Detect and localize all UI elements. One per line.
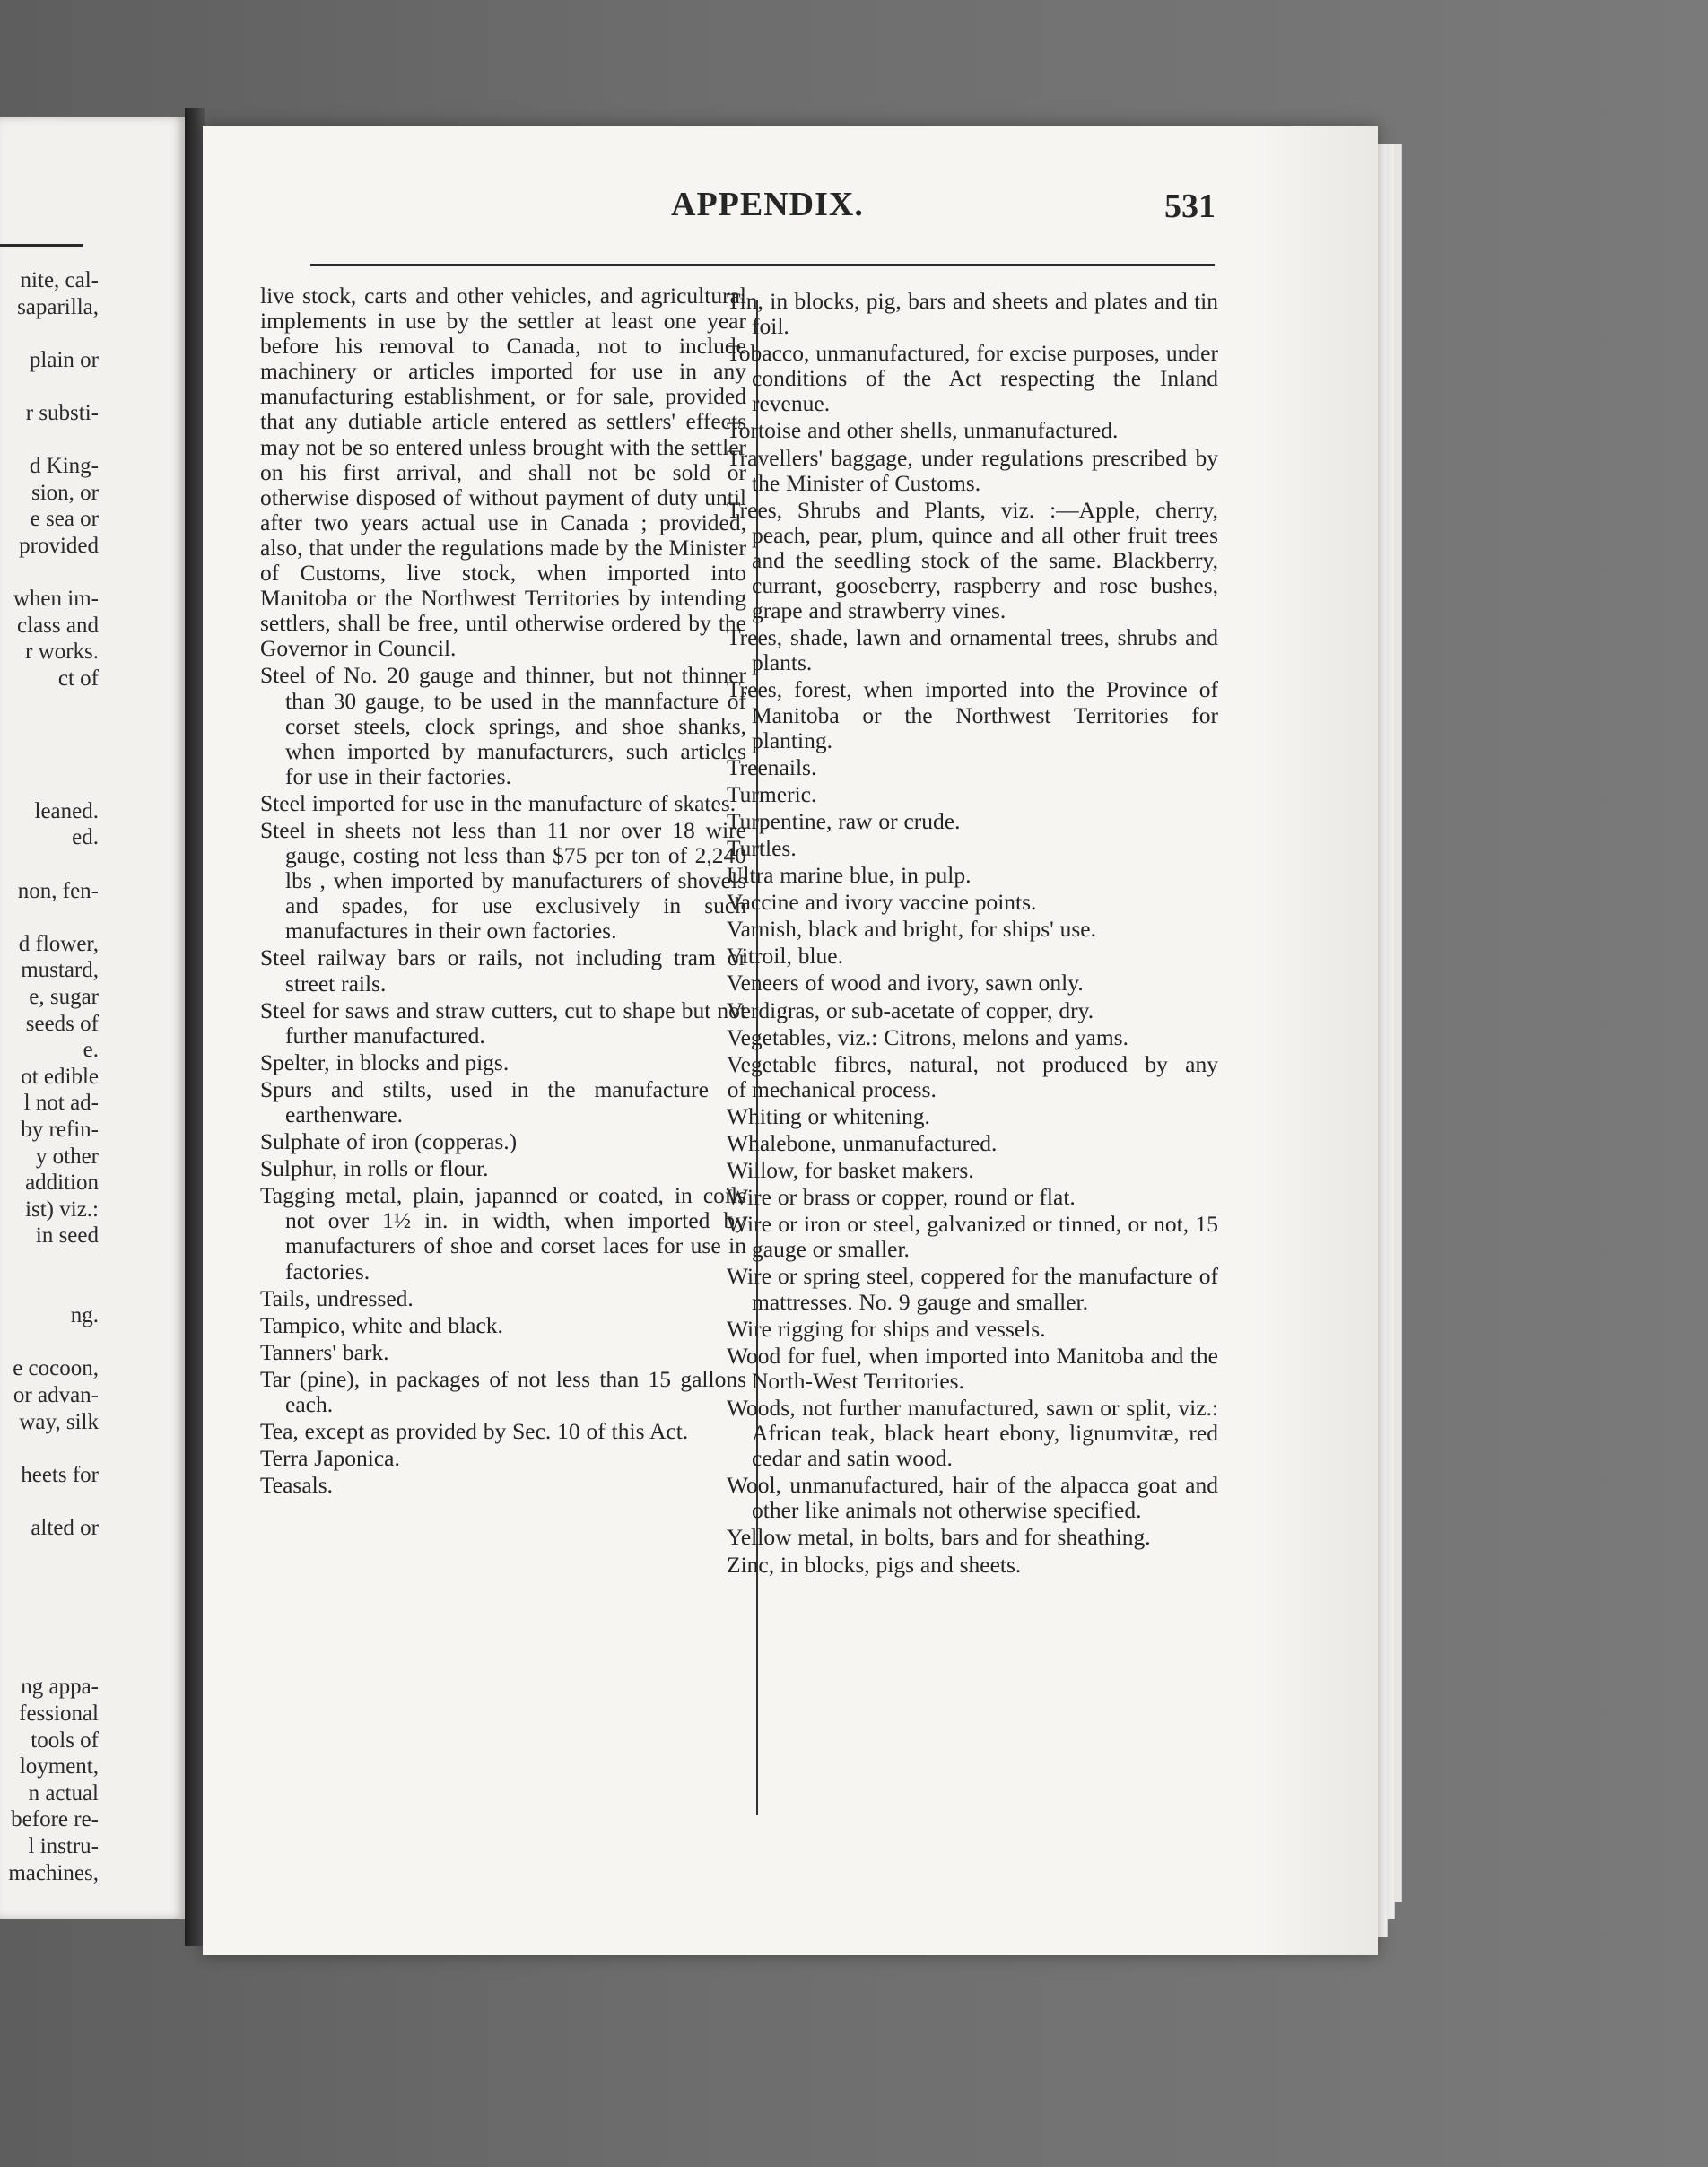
- tariff-entry: Verdigras, or sub-acetate of copper, dry.: [727, 996, 1094, 1023]
- tariff-entry: Varnish, black and bright, for ships' use.: [727, 916, 1096, 943]
- tariff-entry: Ultra marine blue, in pulp.: [727, 862, 972, 889]
- tariff-entry: Trees, shade, lawn and ornamental trees, shrubs and plants.: [727, 624, 1218, 676]
- tariff-entry: Steel railway bars or rails, not including tram or street rails.: [260, 944, 746, 996]
- tariff-entry: Wire or iron or steel, galvanized or tinned, or not, 15 gauge or smaller.: [727, 1211, 1218, 1263]
- fragment-line: [0, 427, 99, 454]
- fragment-line: [0, 1595, 99, 1622]
- tariff-entry: Steel of No. 20 gauge and thinner, but not thinner than 30 gauge, to be used in the mannfacture of corset steels, clock springs, and shoe shanks, when imported by manufacturers, such articles for use in their factories.: [260, 662, 746, 789]
- tariff-entry: Steel for saws and straw cutters, cut to shape but not further manufactured.: [260, 996, 746, 1049]
- page-edge: [1394, 144, 1402, 1902]
- tariff-entry: Tanners' bark.: [260, 1338, 389, 1365]
- tariff-entry: Tobacco, unmanufactured, for excise purposes, under conditions of the Act respecting the Inland revenue.: [727, 340, 1218, 417]
- fragment-line: [0, 718, 99, 745]
- page-number: 531: [1164, 187, 1216, 225]
- fragment-line: non, fen-: [17, 878, 99, 903]
- tariff-entry: Woods, not further manufactured, sawn or split, viz.: African teak, black heart ebony, lignumvitæ, red cedar and satin wood.: [727, 1394, 1218, 1472]
- tariff-entry: live stock, carts and other vehicles, and agricultural implements in use by the settler at least one year before his removal to Canada, not to include machinery or articles imported for use in any manufacturing establishment, or for sale, provided that any dutiable article entered as settlers' effects may not be so entered unless brought with the settler on his first arrival, and shall not be sold or otherwise disposed of without payment of duty until after two years actual use in Canada ; provided, also, that under the regulations made by the Minister of Customs, live stock, when imported into Manitoba or the Northwest Territories by intending settlers, shall be free, until otherwise ordered by the Governor in Council.: [260, 283, 747, 662]
- tariff-entry: Tin, in blocks, pig, bars and sheets and plates and tin foil.: [727, 288, 1218, 340]
- tariff-entry: Willow, for basket makers.: [727, 1157, 974, 1184]
- fragment-line: ot edible: [21, 1064, 99, 1089]
- tariff-entry: Tampico, white and black.: [260, 1311, 503, 1338]
- fragment-line: [0, 692, 99, 719]
- fragment-line: mustard,: [21, 958, 99, 983]
- left-column: [260, 283, 746, 1500]
- tariff-entry: Wood for fuel, when imported into Manitoba and the North-West Territories.: [727, 1342, 1218, 1394]
- fragment-line: [0, 745, 99, 772]
- fragment-line: ng.: [70, 1303, 99, 1328]
- fragment-line: [0, 560, 99, 587]
- fragment-line: loyment,: [19, 1754, 99, 1780]
- fragment-line: ng appa-: [21, 1675, 99, 1700]
- tariff-entry: Turtles.: [727, 834, 797, 861]
- fragment-line: or advan-: [13, 1382, 99, 1407]
- tariff-entry: Wire rigging for ships and vessels.: [727, 1315, 1046, 1342]
- fragment-line: ed.: [72, 825, 99, 850]
- tariff-entry: Vegetable fibres, natural, not produced by any mechanical process.: [727, 1050, 1218, 1102]
- fragment-line: ct of: [57, 666, 99, 691]
- fragment-line: e.: [83, 1038, 99, 1063]
- fragment-line: heets for: [21, 1462, 99, 1487]
- fragment-line: tools of: [30, 1728, 99, 1753]
- previous-page-fragment: [0, 117, 185, 1919]
- fragment-line: [0, 1435, 99, 1462]
- tariff-entry: Turpentine, raw or crude.: [727, 807, 961, 834]
- fragment-line: d flower,: [18, 931, 99, 956]
- tariff-entry: Terra Japonica.: [260, 1445, 400, 1472]
- tariff-entry: Trees, forest, when imported into the Province of Manitoba or the Northwest Territories for planting.: [727, 676, 1218, 753]
- tariff-entry: Treenails.: [727, 753, 817, 780]
- fragment-line: fessional: [19, 1701, 99, 1727]
- fragment-line: [0, 1621, 99, 1648]
- fragment-line: nite, cal-: [20, 268, 99, 292]
- tariff-entry: Trees, Shrubs and Plants, viz. :—Apple, cherry, peach, pear, plum, quince and all other fruit trees and the seedling stock of the same. Blackberry, currant, gooseberry, raspberry and rose bushes, grape and strawberry vines.: [727, 496, 1218, 624]
- tariff-entry: Whiting or whitening.: [727, 1102, 930, 1129]
- fragment-line: l instru-: [28, 1834, 99, 1859]
- fragment-line: before re-: [11, 1807, 99, 1832]
- fragment-line: [0, 1568, 99, 1595]
- running-title: APPENDIX.: [671, 186, 864, 223]
- tariff-entry: Vaccine and ivory vaccine points.: [727, 889, 1037, 916]
- tariff-entry: Spelter, in blocks and pigs.: [260, 1049, 510, 1075]
- fragment-line: by refin-: [21, 1118, 99, 1142]
- fragment-line: l not ad-: [23, 1091, 99, 1116]
- tariff-entry: Travellers' baggage, under regulations prescribed by the Minister of Customs.: [727, 444, 1218, 496]
- right-column: [727, 289, 1218, 1580]
- fragment-line: [0, 1249, 99, 1276]
- fragment-line: plain or: [29, 347, 99, 372]
- tariff-entry: Sulphate of iron (copperas.): [260, 1128, 518, 1155]
- tariff-entry: Tar (pine), in packages of not less than 15 gallons each.: [260, 1365, 746, 1418]
- fragment-line: seeds of: [25, 1011, 99, 1036]
- tariff-entry: Tails, undressed.: [260, 1284, 414, 1311]
- tariff-entry: Tea, except as provided by Sec. 10 of this Act.: [260, 1418, 689, 1445]
- fragment-line: class and: [17, 613, 99, 638]
- tariff-entry: Tortoise and other shells, unmanufactured.: [727, 417, 1119, 444]
- fragment-line: [0, 1648, 99, 1675]
- tariff-entry: Steel imported for use in the manufacture of skates.: [260, 789, 736, 816]
- tariff-entry: Spurs and stilts, used in the manufacture of earthenware.: [260, 1075, 746, 1127]
- tariff-entry: Sulphur, in rolls or flour.: [260, 1155, 489, 1182]
- fragment-line: r substi-: [25, 400, 99, 425]
- fragment-line: leaned.: [34, 798, 99, 823]
- fragment-line: e cocoon,: [13, 1356, 99, 1381]
- fragment-line: [0, 851, 99, 878]
- fragment-line: sion, or: [31, 480, 99, 505]
- fragment-line: [0, 373, 99, 400]
- fragment-line: e, sugar: [29, 985, 99, 1010]
- fragment-line: d King-: [29, 454, 99, 479]
- tariff-entry: Whalebone, unmanufactured.: [727, 1130, 998, 1156]
- previous-page-text: [0, 267, 99, 1886]
- fragment-line: [0, 1488, 99, 1515]
- fragment-line: n actual: [28, 1780, 99, 1806]
- fragment-line: r works.: [25, 640, 99, 665]
- tariff-entry: Vitroil, blue.: [727, 943, 843, 970]
- tariff-entry: Wire or spring steel, coppered for the manufacture of mattresses. No. 9 gauge and smaller.: [727, 1263, 1218, 1315]
- tariff-entry: Vegetables, viz.: Citrons, melons and yams.: [727, 1023, 1128, 1050]
- fragment-line: [0, 320, 99, 347]
- tariff-entry: Veneers of wood and ivory, sawn only.: [727, 970, 1084, 996]
- fragment-line: in seed: [35, 1223, 99, 1249]
- tariff-entry: Wire or brass or copper, round or flat.: [727, 1184, 1076, 1211]
- fragment-line: [0, 1329, 99, 1356]
- fragment-line: when im-: [13, 587, 99, 612]
- fragment-line: saparilla,: [17, 294, 99, 319]
- fragment-line: [0, 771, 99, 798]
- fragment-line: [0, 1276, 99, 1303]
- fragment-line: way, silk: [19, 1409, 99, 1434]
- previous-page-header-rule: [0, 244, 83, 247]
- tariff-entry: Tagging metal, plain, japanned or coated, in coils not over 1½ in. in width, when imported by manufacturers of shoe and corset laces for use in factories.: [260, 1182, 746, 1284]
- tariff-entry: Yellow metal, in bolts, bars and for sheathing.: [727, 1524, 1151, 1551]
- header-rule: [310, 264, 1215, 266]
- fragment-line: y other: [35, 1144, 99, 1169]
- tariff-entry: Teasals.: [260, 1472, 334, 1499]
- tariff-entry: Steel in sheets not less than 11 nor over 18 wire gauge, costing not less than $75 per ton of 2,240 lbs , when imported by manufacturers of shovels and spades, for use exclusively in such manufactures in their own factories.: [260, 816, 746, 944]
- fragment-line: alted or: [30, 1515, 99, 1540]
- tariff-entry: Zinc, in blocks, pigs and sheets.: [727, 1551, 1022, 1578]
- fragment-line: [0, 1542, 99, 1569]
- fragment-line: machines,: [8, 1860, 99, 1885]
- tariff-entry: Wool, unmanufactured, hair of the alpacca goat and other like animals not otherwise specified.: [727, 1472, 1218, 1524]
- fragment-line: e sea or: [30, 507, 99, 532]
- fragment-line: ist) viz.:: [25, 1197, 99, 1222]
- fragment-line: provided: [19, 533, 99, 558]
- book-binding-gutter: [185, 108, 205, 1946]
- tariff-entry: Turmeric.: [727, 780, 817, 807]
- fragment-line: addition: [25, 1171, 99, 1196]
- fragment-line: [0, 904, 99, 931]
